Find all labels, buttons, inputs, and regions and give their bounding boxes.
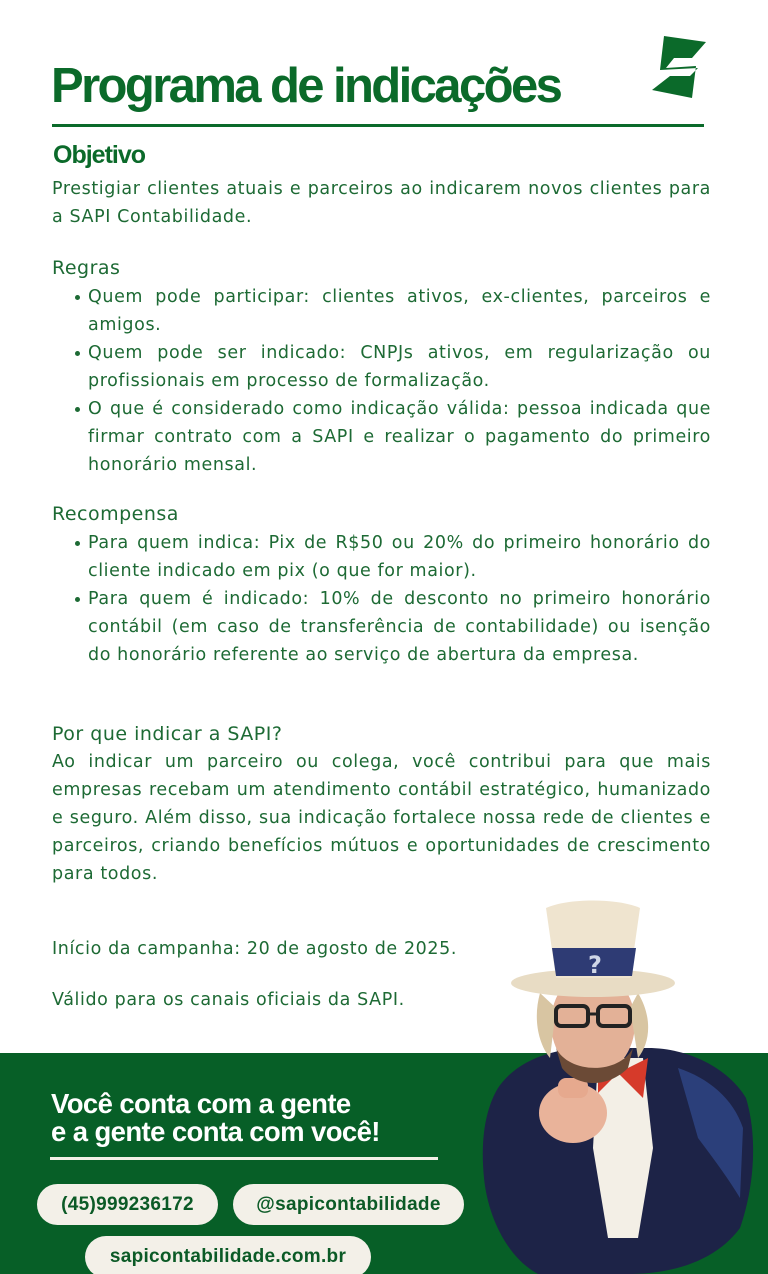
list-item: Quem pode participar: clientes ativos, ex-clientes, parceiros e amigos. <box>88 283 711 339</box>
porque-text: Ao indicar um parceiro ou colega, você contribui para que mais empresas recebam um atendimento contábil estratégico, humanizado e seguro. Além disso, sua indicação fortalece nossa rede de clientes e parceiros, criando benefícios mútuos e oportunidades de crescimento para todos. <box>52 752 711 884</box>
uncle-sam-mascot-illustration <box>478 898 758 1274</box>
website-pill[interactable]: sapicontabilidade.com.br <box>85 1236 371 1274</box>
slogan-divider <box>50 1157 438 1160</box>
phone-pill[interactable]: (45)999236172 <box>37 1184 218 1225</box>
validity-note: Válido para os canais oficiais da SAPI. <box>52 990 405 1010</box>
svg-text:?: ? <box>588 951 602 979</box>
objetivo-text: Prestigiar clientes atuais e parceiros ao indicarem novos clientes para a SAPI Contabilidade. <box>52 179 711 227</box>
instagram-pill[interactable]: @sapicontabilidade <box>233 1184 464 1225</box>
list-item: O que é considerado como indicação válida: pessoa indicada que firmar contrato com a SAPI e realizar o pagamento do primeiro honorário mensal. <box>88 395 711 479</box>
recompensa-list <box>88 529 711 669</box>
slogan-line-1: Você conta com a gente <box>51 1088 351 1119</box>
slogan <box>51 1090 380 1146</box>
regras-list <box>88 283 711 479</box>
regras-heading: Regras <box>52 257 121 279</box>
title-divider <box>52 124 704 127</box>
sapi-logo-icon <box>652 36 708 98</box>
page-title: Programa de indicações <box>51 59 561 113</box>
list-item: Para quem é indicado: 10% de desconto no primeiro honorário contábil (em caso de transferência de contabilidade) ou isenção do honorário referente ao serviço de abertura da empresa. <box>88 585 711 669</box>
list-item: Para quem indica: Pix de R$50 ou 20% do primeiro honorário do cliente indicado em pix (o que for maior). <box>88 529 711 585</box>
list-item: Quem pode ser indicado: CNPJs ativos, em regularização ou profissionais em processo de formalização. <box>88 339 711 395</box>
porque-heading: Por que indicar a SAPI? <box>52 723 283 745</box>
slogan-line-2: e a gente conta com você! <box>51 1116 380 1147</box>
campaign-start: Início da campanha: 20 de agosto de 2025. <box>52 939 458 959</box>
objetivo-heading: Objetivo <box>53 141 146 169</box>
recompensa-heading: Recompensa <box>52 503 179 525</box>
